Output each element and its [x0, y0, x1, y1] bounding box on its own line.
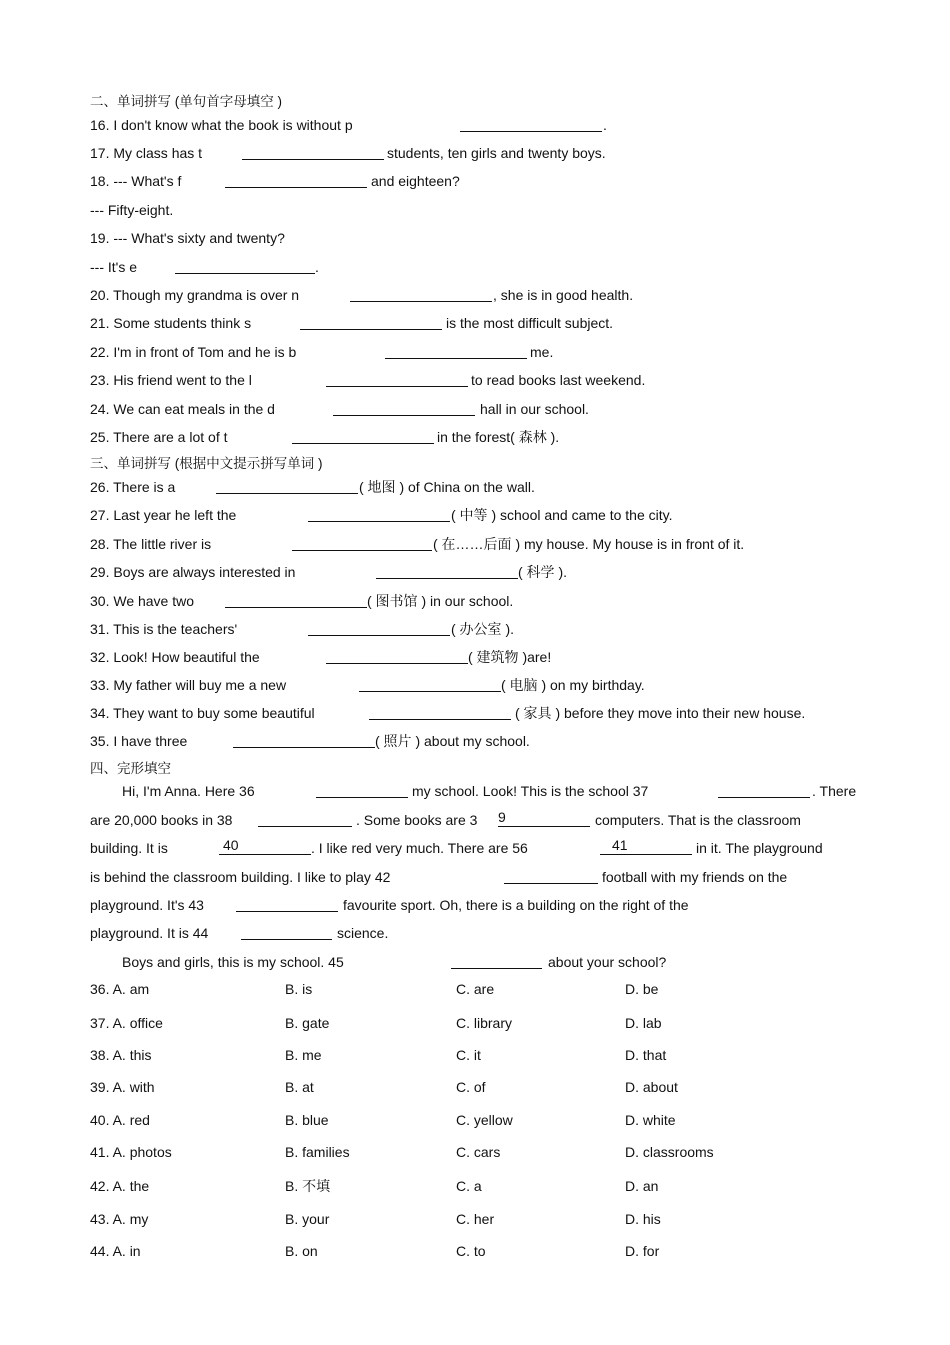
cloze-blank-39[interactable]	[498, 809, 590, 827]
option-39-d[interactable]: D. about	[625, 1079, 678, 1095]
option-37-b[interactable]: B. gate	[285, 1015, 330, 1031]
option-36-b[interactable]: B. is	[285, 981, 313, 997]
answer-blank-19[interactable]	[175, 259, 315, 274]
option-41-a[interactable]: 41. A. photos	[90, 1144, 172, 1160]
passage-line-1-end: . There	[812, 783, 857, 799]
option-40-b[interactable]: B. blue	[285, 1112, 329, 1128]
cloze-blank-37[interactable]	[718, 783, 810, 798]
answer-blank-26[interactable]	[216, 479, 358, 494]
question-34-tail: ( 家具 ) before they move into their new house.	[515, 705, 806, 721]
option-40-d[interactable]: D. white	[625, 1112, 676, 1128]
passage-line-2: are 20,000 books in 38	[90, 812, 233, 828]
answer-blank-25[interactable]	[292, 429, 434, 444]
question-34: 34. They want to buy some beautiful	[90, 705, 315, 721]
option-41-c[interactable]: C. cars	[456, 1144, 501, 1160]
option-44-a[interactable]: 44. A. in	[90, 1243, 141, 1259]
question-16: 16. I don't know what the book is without p	[90, 117, 353, 133]
passage-line-3: building. It is	[90, 840, 168, 856]
question-31-tail: ( 办公室 ).	[451, 621, 514, 637]
answer-blank-34[interactable]	[369, 705, 511, 720]
option-42-b[interactable]: B. 不填	[285, 1178, 331, 1194]
question-35: 35. I have three	[90, 733, 188, 749]
question-20: 20. Though my grandma is over n	[90, 287, 300, 303]
answer-blank-29[interactable]	[376, 564, 518, 579]
question-22-tail: me.	[530, 344, 554, 360]
passage-line-4-end: football with my friends on the	[602, 869, 788, 885]
question-21-tail: is the most difficult subject.	[446, 315, 614, 331]
answer-blank-27[interactable]	[308, 507, 450, 522]
question-25-tail: in the forest( 森林 ).	[437, 429, 560, 445]
passage-line-1-mid: my school. Look! This is the school 37	[412, 783, 649, 799]
question-16-tail: .	[603, 117, 607, 133]
option-44-b[interactable]: B. on	[285, 1243, 318, 1259]
question-27: 27. Last year he left the	[90, 507, 237, 523]
question-20-tail: , she is in good health.	[493, 287, 634, 303]
cloze-blank-44[interactable]	[241, 925, 332, 940]
option-44-c[interactable]: C. to	[456, 1243, 486, 1259]
passage-line-7-end: about your school?	[548, 954, 667, 970]
passage-line-3-end: in it. The playground	[696, 840, 823, 856]
section-heading-2: 二、单词拼写 (单句首字母填空 )	[90, 94, 282, 109]
option-44-d[interactable]: D. for	[625, 1243, 660, 1259]
answer-blank-17[interactable]	[242, 145, 384, 160]
cloze-blank-38[interactable]	[258, 812, 352, 827]
section-heading-4: 四、完形填空	[90, 761, 171, 776]
option-43-b[interactable]: B. your	[285, 1211, 330, 1227]
question-31: 31. This is the teachers'	[90, 621, 238, 637]
answer-blank-33[interactable]	[359, 677, 501, 692]
answer-blank-35[interactable]	[233, 733, 375, 748]
option-38-c[interactable]: C. it	[456, 1047, 481, 1063]
question-17-tail: students, ten girls and twenty boys.	[387, 145, 606, 161]
section-heading-3: 三、单词拼写 (根据中文提示拼写单词 )	[90, 456, 323, 471]
passage-line-1: Hi, I'm Anna. Here 36	[122, 783, 255, 799]
option-42-c[interactable]: C. a	[456, 1178, 482, 1194]
question-26: 26. There is a	[90, 479, 176, 495]
question-18-reply: --- Fifty-eight.	[90, 202, 174, 218]
question-17: 17. My class has t	[90, 145, 203, 161]
question-33-tail: ( 电脑 ) on my birthday.	[501, 677, 645, 693]
option-41-b[interactable]: B. families	[285, 1144, 350, 1160]
option-43-a[interactable]: 43. A. my	[90, 1211, 149, 1227]
passage-line-6-end: science.	[337, 925, 389, 941]
answer-blank-22[interactable]	[385, 344, 527, 359]
option-42-d[interactable]: D. an	[625, 1178, 659, 1194]
passage-line-3-mid: . I like red very much. There are 56	[311, 840, 528, 856]
option-39-a[interactable]: 39. A. with	[90, 1079, 155, 1095]
option-37-a[interactable]: 37. A. office	[90, 1015, 163, 1031]
cloze-number-40: 40	[223, 837, 239, 853]
answer-blank-16[interactable]	[460, 117, 602, 132]
option-38-d[interactable]: D. that	[625, 1047, 667, 1063]
option-40-a[interactable]: 40. A. red	[90, 1112, 150, 1128]
answer-blank-21[interactable]	[300, 315, 442, 330]
option-36-a[interactable]: 36. A. am	[90, 981, 150, 997]
question-22: 22. I'm in front of Tom and he is b	[90, 344, 297, 360]
answer-blank-18[interactable]	[225, 173, 367, 188]
option-38-b[interactable]: B. me	[285, 1047, 322, 1063]
option-40-c[interactable]: C. yellow	[456, 1112, 513, 1128]
cloze-number-39: 9	[498, 809, 506, 825]
question-18-tail: and eighteen?	[371, 173, 460, 189]
question-29: 29. Boys are always interested in	[90, 564, 296, 580]
passage-line-2-mid: . Some books are 3	[356, 812, 478, 828]
passage-line-4: is behind the classroom building. I like to play 42	[90, 869, 391, 885]
option-38-a[interactable]: 38. A. this	[90, 1047, 152, 1063]
option-41-d[interactable]: D. classrooms	[625, 1144, 714, 1160]
question-28-tail: ( 在……后面 ) my house. My house is in front of it.	[433, 536, 745, 552]
question-32: 32. Look! How beautiful the	[90, 649, 260, 665]
passage-line-5: playground. It's 43	[90, 897, 204, 913]
question-27-tail: ( 中等 ) school and came to the city.	[451, 507, 673, 523]
option-43-c[interactable]: C. her	[456, 1211, 495, 1227]
answer-blank-23[interactable]	[326, 372, 468, 387]
option-39-c[interactable]: C. of	[456, 1079, 486, 1095]
cloze-blank-36[interactable]	[316, 783, 408, 798]
cloze-blank-40[interactable]	[219, 837, 311, 855]
question-23-tail: to read books last weekend.	[471, 372, 646, 388]
answer-blank-32[interactable]	[326, 649, 468, 664]
passage-line-5-end: favourite sport. Oh, there is a building on the right of the	[343, 897, 689, 913]
answer-blank-20[interactable]	[350, 287, 492, 302]
question-24-tail: hall in our school.	[480, 401, 589, 417]
question-30-tail: ( 图书馆 ) in our school.	[367, 593, 514, 609]
question-35-tail: ( 照片 ) about my school.	[375, 733, 530, 749]
question-28: 28. The little river is	[90, 536, 212, 552]
question-29-tail: ( 科学 ).	[518, 564, 567, 580]
question-18: 18. --- What's f	[90, 173, 182, 189]
cloze-blank-45[interactable]	[451, 954, 542, 969]
option-37-c[interactable]: C. library	[456, 1015, 513, 1031]
option-39-b[interactable]: B. at	[285, 1079, 314, 1095]
question-25: 25. There are a lot of t	[90, 429, 228, 445]
answer-blank-24[interactable]	[333, 401, 475, 416]
answer-blank-30[interactable]	[225, 593, 367, 608]
answer-blank-31[interactable]	[308, 621, 450, 636]
question-30: 30. We have two	[90, 593, 195, 609]
question-19: 19. --- What's sixty and twenty?	[90, 230, 285, 246]
answer-blank-28[interactable]	[292, 536, 432, 551]
question-33: 33. My father will buy me a new	[90, 677, 287, 693]
option-43-d[interactable]: D. his	[625, 1211, 661, 1227]
question-19-tail: .	[315, 259, 319, 275]
cloze-blank-41[interactable]	[600, 837, 692, 855]
option-42-a[interactable]: 42. A. the	[90, 1178, 150, 1194]
option-36-c[interactable]: C. are	[456, 981, 495, 997]
question-32-tail: ( 建筑物 )are!	[468, 649, 552, 665]
passage-line-7: Boys and girls, this is my school. 45	[122, 954, 344, 970]
cloze-blank-43[interactable]	[236, 897, 338, 912]
question-21: 21. Some students think s	[90, 315, 252, 331]
cloze-number-41: 41	[612, 837, 628, 853]
option-37-d[interactable]: D. lab	[625, 1015, 662, 1031]
passage-line-2-end: computers. That is the classroom	[595, 812, 801, 828]
passage-line-6: playground. It is 44	[90, 925, 209, 941]
question-23: 23. His friend went to the l	[90, 372, 252, 388]
question-26-tail: ( 地图 ) of China on the wall.	[359, 479, 535, 495]
question-24: 24. We can eat meals in the d	[90, 401, 275, 417]
option-36-d[interactable]: D. be	[625, 981, 659, 997]
cloze-blank-42[interactable]	[504, 869, 598, 884]
question-19-reply: --- It's e	[90, 259, 138, 275]
